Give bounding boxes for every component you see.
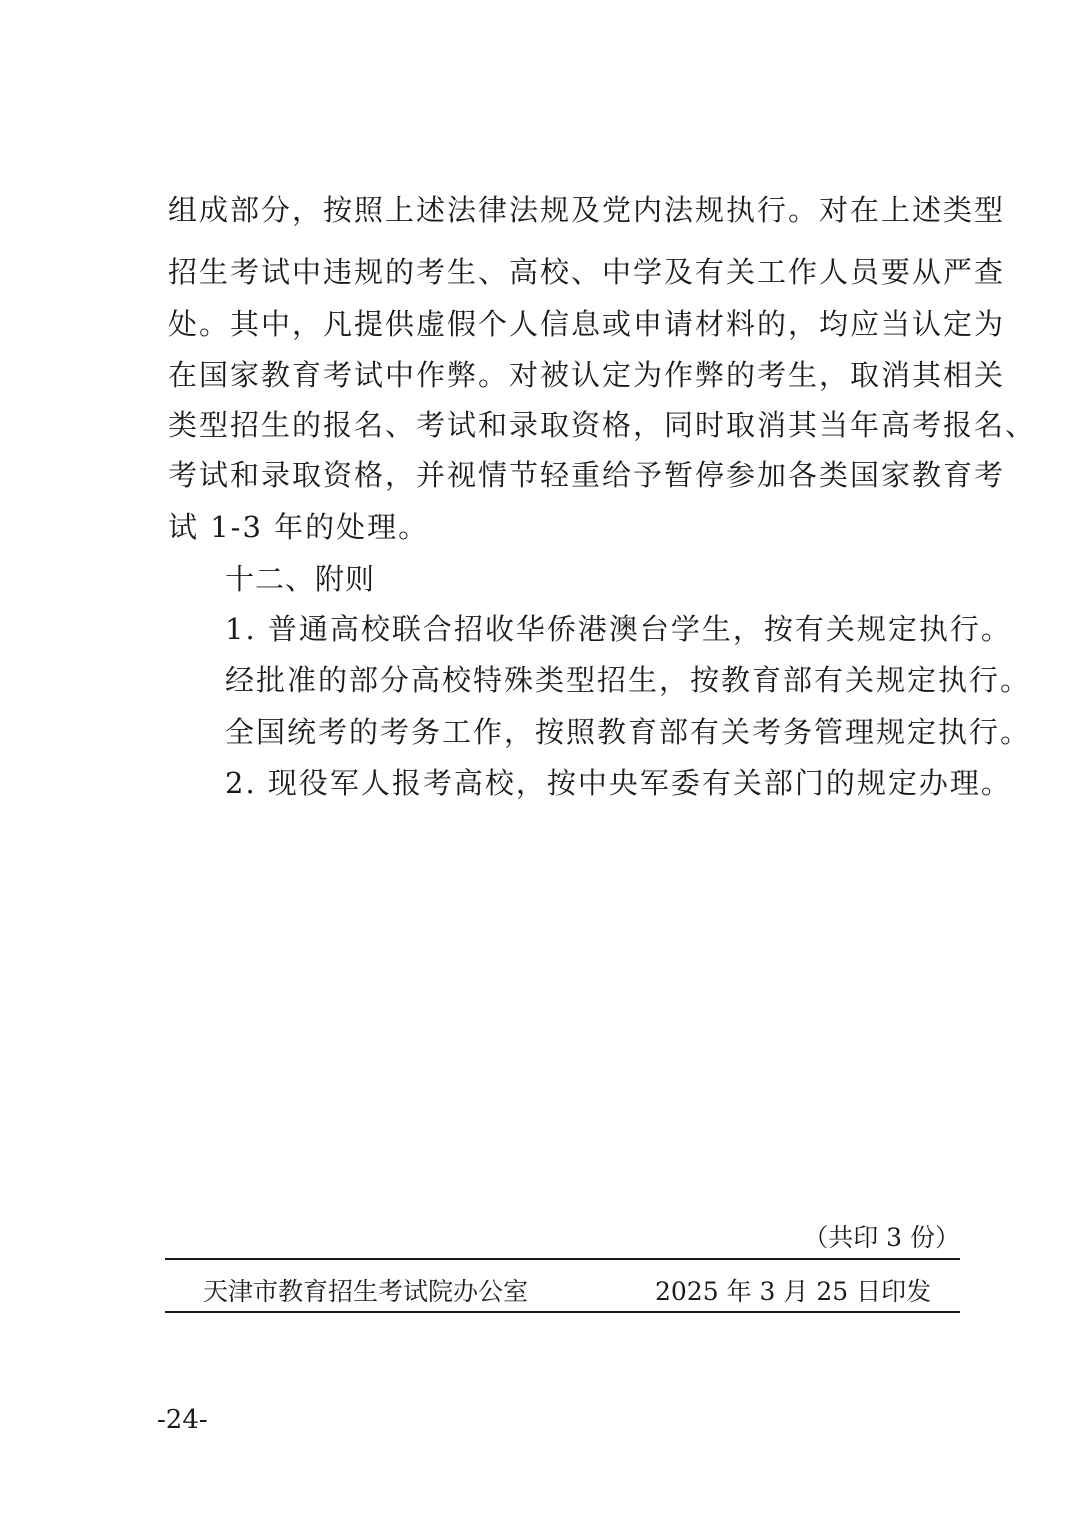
page-number: -24-	[157, 1405, 208, 1435]
paragraph-line: 组成部分，按照上述法律法规及党内法规执行。对在上述类型	[168, 193, 1006, 227]
paragraph-line: 试 1-3 年的处理。	[168, 510, 430, 544]
paragraph-line: 类型招生的报名、考试和录取资格，同时取消其当年高考报名、	[168, 408, 1037, 442]
issue-date: 2025 年 3 月 25 日印发	[655, 1277, 932, 1306]
footer-top-rule	[165, 1258, 960, 1260]
section-heading: 十二、附则	[225, 562, 376, 596]
paragraph-line: 处。其中，凡提供虚假个人信息或申请材料的，均应当认定为	[168, 307, 1006, 341]
footer-bottom-rule	[165, 1311, 960, 1313]
copies-note: （共印 3 份）	[803, 1223, 960, 1252]
paragraph-line: 招生考试中违规的考生、高校、中学及有关工作人员要从严查	[168, 255, 1006, 289]
issuer: 天津市教育招生考试院办公室	[203, 1277, 529, 1306]
paragraph-line: 在国家教育考试中作弊。对被认定为作弊的考生，取消其相关	[168, 358, 1006, 392]
paragraph-line: 考试和录取资格，并视情节轻重给予暂停参加各类国家教育考	[168, 458, 1006, 492]
list-item: 经批准的部分高校特殊类型招生，按教育部有关规定执行。	[225, 663, 1032, 697]
list-item: 全国统考的考务工作，按照教育部有关考务管理规定执行。	[225, 715, 1032, 749]
list-item: 2. 现役军人报考高校，按中央军委有关部门的规定办理。	[225, 766, 1012, 800]
list-item: 1. 普通高校联合招收华侨港澳台学生，按有关规定执行。	[225, 612, 1012, 646]
